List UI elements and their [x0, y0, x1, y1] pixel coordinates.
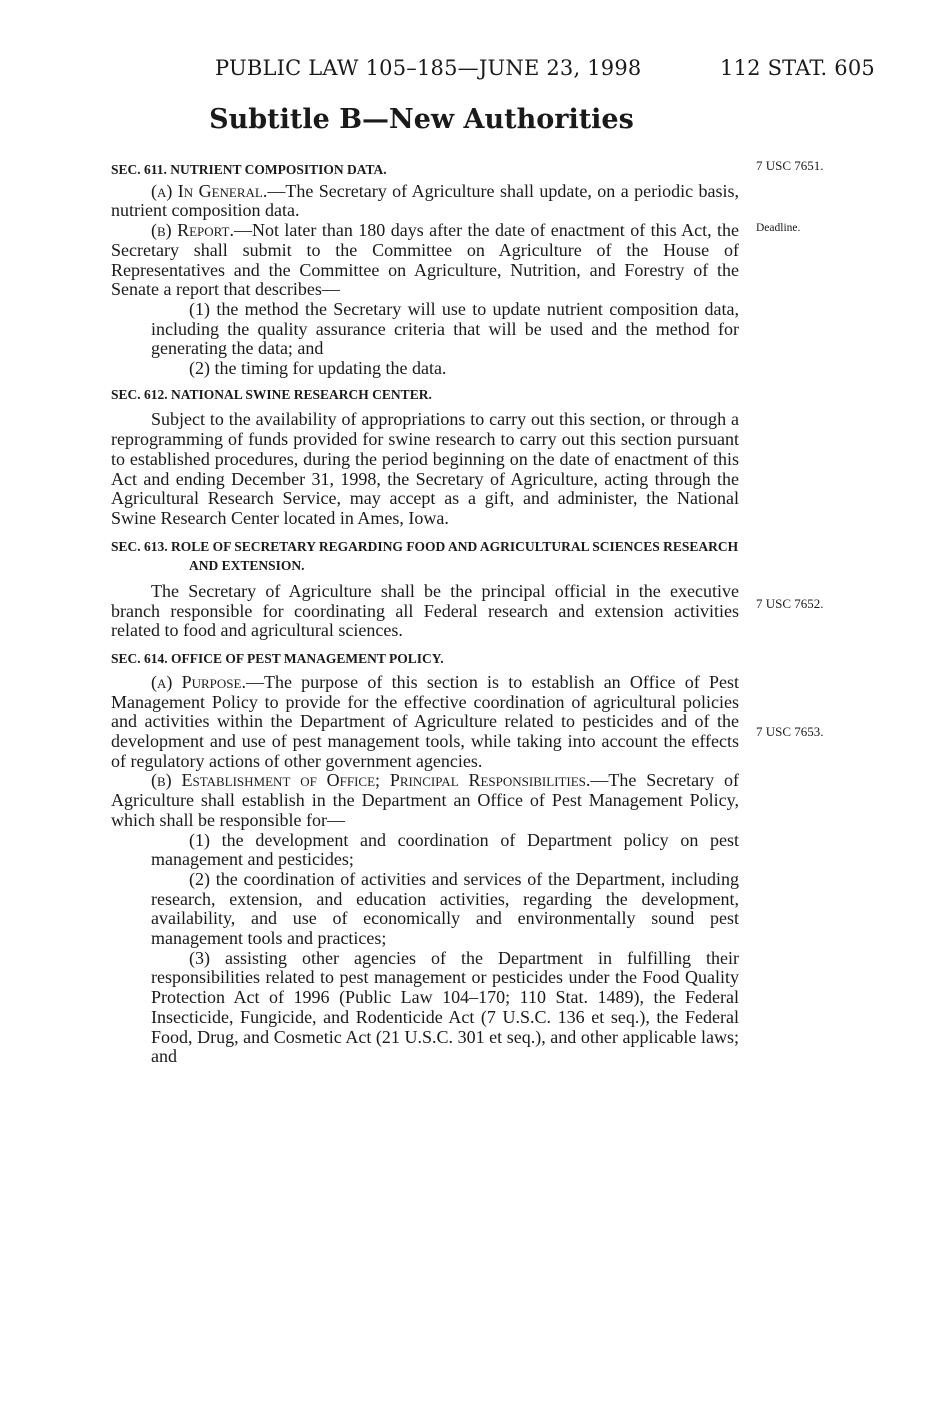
section-612-heading: SEC. 612. NATIONAL SWINE RESEARCH CENTER. — [111, 386, 432, 402]
section-614-b-label: (b) Establishment of Office; Principal Responsibilities. — [151, 770, 591, 791]
section-611-a-text: —The Secretary of Agriculture shall update, on a periodic basis, nutrient composition data. — [111, 180, 739, 221]
margin-note-613: 7 USC 7652. — [756, 596, 824, 611]
section-614-b-text: —The Secretary of Agriculture shall establish in the Department an Office of Pest Management Policy, which shall be responsible for— — [111, 770, 739, 830]
header-citation: PUBLIC LAW 105–185—JUNE 23, 1998 — [215, 56, 642, 80]
section-611-item-1: (1) the method the Secretary will use to update nutrient composition data, including the quality assurance criteria that will be used and the method for generating the data; and — [151, 298, 739, 359]
section-614-a-text: —The purpose of this section is to establish an Office of Pest Management Policy to provide for the effective coordination of agricultural policies and activities within the Department of Agriculture related to pesticides and of the development and use of pest management tools, while taking into account the effects of regulatory actions of other government agencies. — [111, 671, 739, 771]
section-611-a-label: (a) In General. — [151, 180, 268, 201]
header-stat-page: 112 STAT. 605 — [720, 56, 875, 80]
section-611-item-2: (2) the timing for updating the data. — [189, 358, 447, 379]
section-611-b — [111, 221, 739, 300]
section-613-heading: SEC. 613. ROLE OF SECRETARY REGARDING FOOD AND AGRICULTURAL SCIENCES RESEARCH AND EXTENSION. — [111, 538, 739, 574]
section-614-heading: SEC. 614. OFFICE OF PEST MANAGEMENT POLICY. — [111, 651, 444, 667]
margin-note-deadline: Deadline. — [756, 222, 801, 234]
section-612-text: Subject to the availability of appropriations to carry out this section, or through a reprogramming of funds provided for swine research to carry out this section pursuant to established procedures, during the period beginning on the date of enactment of this Act and ending December 31, 1998, the Secretary of Agriculture, acting through the Agricultural Research Service, may accept as a gift, and administer, the National Swine Research Center located in Ames, Iowa. — [111, 409, 739, 528]
document-body — [111, 156, 739, 1067]
section-611-b-text: —Not later than 180 days after the date of enactment of this Act, the Secretary shall submit to the Committee on Agriculture of the House of Representatives and the Committee on Agriculture, Nutrition, and Forestry of the Senate a report that describes— — [111, 220, 739, 300]
margin-note-614: 7 USC 7653. — [756, 724, 824, 739]
subtitle-heading: Subtitle B—New Authorities — [209, 104, 634, 135]
margin-note-611: 7 USC 7651. — [756, 158, 824, 173]
section-614-item-2: (2) the coordination of activities and services of the Department, including research, extension, and education activities, regarding the development, availability, and use of economically and environmentally sound pest management tools and practices; — [151, 868, 739, 949]
section-614-item-1: (1) the development and coordination of Department policy on pest management and pesticides; — [151, 829, 739, 870]
section-613-text: The Secretary of Agriculture shall be the principal official in the executive branch responsible for coordinating all Federal research and extension activities related to food and agricultural sciences. — [111, 581, 739, 641]
section-611-heading: SEC. 611. NUTRIENT COMPOSITION DATA. — [111, 162, 387, 177]
section-611-a — [111, 182, 739, 221]
section-614-a-label: (a) Purpose. — [151, 671, 246, 692]
section-611-b-label: (b) Report. — [151, 220, 234, 241]
section-614-item-3: (3) assisting other agencies of the Department in fulfilling their responsibilities related to pest management or pesticides under the Food Quality Protection Act of 1996 (Public Law 104–170; 110 Stat. 1489), the Federal Insecticide, Fungicide, and Rodenticide Act (7 U.S.C. 136 et seq.), the Federal Food, Drug, and Cosmetic Act (21 U.S.C. 301 et seq.), and other applicable laws; and — [151, 947, 739, 1067]
section-614-b — [111, 771, 739, 830]
section-614-a — [111, 673, 739, 772]
